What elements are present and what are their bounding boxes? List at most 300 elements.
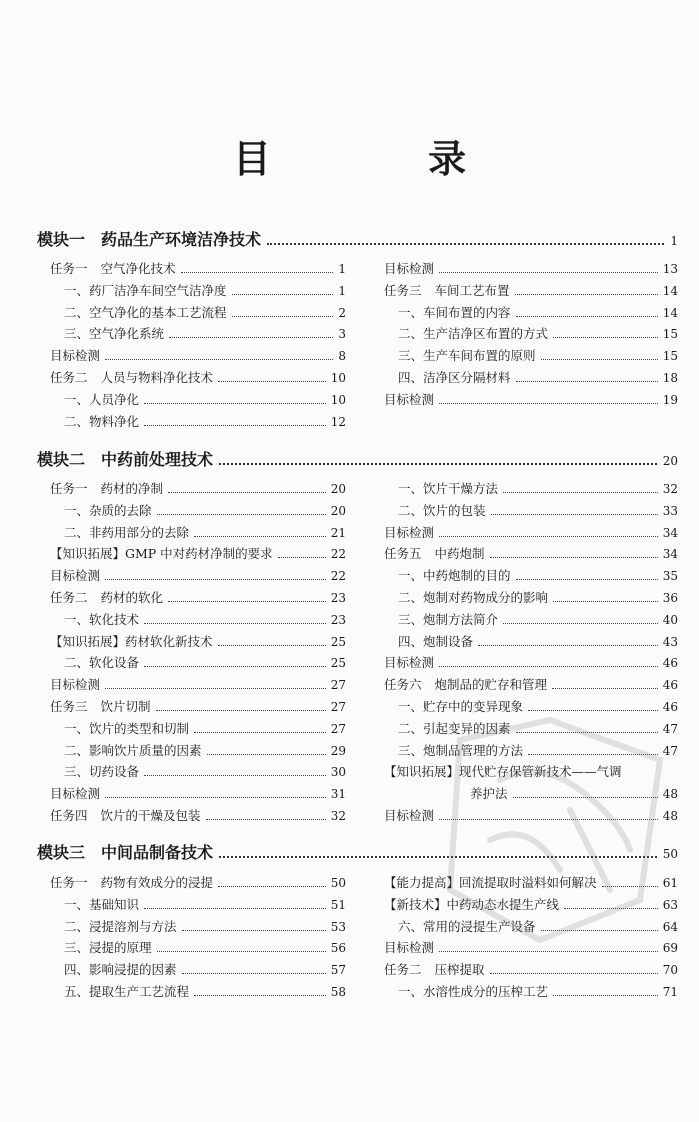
page-number: 15 [662,327,678,342]
toc-entry[interactable] [50,478,346,500]
page-number: 64 [662,919,678,934]
toc-entry-text [64,652,139,674]
toc-entry[interactable] [384,981,678,1003]
toc-entry[interactable] [384,302,678,324]
toc-entry-title: 中药炮制 [434,546,485,562]
toc-column-left [50,258,346,432]
toc-entry-text [64,916,177,938]
toc-entry-text [50,543,273,565]
page-number: 14 [662,305,678,320]
toc-entry-text [398,609,498,631]
leader-dots [156,710,326,711]
toc-entry[interactable] [50,543,346,565]
leader-dots [218,645,326,646]
leader-dots [157,514,326,515]
leader-dots [105,359,333,360]
module-heading[interactable] [37,447,678,470]
toc-entry[interactable] [50,696,346,718]
toc-entry[interactable] [50,345,346,367]
toc-entry[interactable] [50,522,346,544]
toc-entry-prefix: 任务三 [50,698,88,714]
toc-entry-title: 二、物料净化 [64,413,140,429]
toc-entry[interactable] [384,609,678,631]
leader-dots [515,294,658,295]
page-number: 22 [330,569,346,584]
leader-dots [553,601,658,602]
toc-entry-text [50,696,151,718]
toc-entry-text [50,565,100,587]
toc-entry-title: 养护法 [470,786,508,802]
page-number: 40 [662,612,678,627]
page-number: 58 [330,984,346,999]
leader-dots [490,973,658,974]
page-number: 56 [330,941,346,956]
module-name: 中间品制备技术 [101,843,214,862]
toc-entry-title: 空气净化技术 [100,261,176,276]
toc-entry-title: 一、人员净化 [64,391,140,407]
toc-entry-prefix: 【能力提高】 [384,875,460,890]
toc-entry[interactable] [50,740,346,762]
toc-entry[interactable] [384,543,678,565]
toc-entry-text [64,280,227,302]
toc-entry-text [50,674,100,696]
leader-dots [541,359,658,360]
page-number: 50 [662,847,678,861]
toc-entry-text [50,872,213,894]
toc-entry-title: 目标检测 [50,786,101,802]
module-heading[interactable] [37,227,678,250]
page-number: 31 [330,787,346,802]
toc-entry-title: 现代贮存保管新技术——气调 [459,764,622,780]
toc-entry-title: 药物有效成分的浸提 [100,875,214,890]
toc-entry-prefix: 任务二 [50,369,88,385]
toc-entry-prefix: 任务一 [50,481,88,496]
toc-entry-title: 四、影响浸提的因素 [64,962,177,978]
leader-dots [439,536,658,537]
toc-entry-text [384,258,434,280]
toc-entry-title: 回流提取时溢料如何解决 [459,875,597,890]
toc-entry-title: 一、基础知识 [64,896,140,912]
toc-entry-text [398,478,498,500]
toc-entry-prefix: 【新技术】 [384,896,447,912]
page-number: 18 [662,370,678,385]
page-number: 48 [662,808,678,823]
toc-entry-title: GMP 中对药材净制的要求 [125,546,273,562]
toc-entry[interactable] [384,587,678,609]
leader-dots [144,623,326,624]
page-number: 20 [330,503,346,518]
toc-entry-title: 车间工艺布置 [434,282,510,298]
toc-column-left [50,872,346,1003]
toc-entry-prefix: 【知识拓展】 [384,764,460,780]
toc-entry-title: 一、药厂洁净车间空气洁净度 [64,282,227,298]
toc-entry-title: 人员与物料净化技术 [100,369,214,385]
toc-entry-text [384,652,434,674]
page-number: 47 [662,721,678,736]
toc-entry-title: 药材的净制 [100,481,164,496]
toc-entry[interactable] [50,761,346,783]
toc-entry-text [398,345,536,367]
toc-entry-text [50,587,163,609]
toc-entry-prefix: 任务四 [50,807,88,823]
toc-entry-title: 一、饮片的类型和切制 [64,720,190,736]
toc-entry-text [64,959,177,981]
page-number: 8 [338,349,346,364]
module-name: 中药前处理技术 [101,450,214,469]
toc-entry[interactable] [50,894,346,916]
leader-dots [516,579,658,580]
page-number: 70 [662,963,678,978]
leader-dots [206,819,326,820]
toc-entry-title: 目标检测 [384,940,435,956]
toc-entry-prefix: 任务六 [384,677,422,693]
toc-entry-text [64,411,139,433]
leader-dots [552,688,658,689]
page-number: 14 [662,283,678,298]
page-number: 20 [330,482,346,496]
toc-entry[interactable] [50,959,346,981]
leader-dots [207,754,326,755]
leader-dots [278,557,326,558]
page-number: 27 [330,699,346,714]
toc-entry[interactable] [50,916,346,938]
toc-entry-title: 二、非药用部分的去除 [64,524,190,540]
page-number: 53 [330,919,346,934]
toc-entry[interactable] [384,280,678,302]
toc-entry[interactable] [50,937,346,959]
toc-entry-text [398,631,473,653]
toc-entry-title: 四、炮制设备 [398,633,474,649]
toc-entry-text [50,367,213,389]
page-number: 48 [662,787,678,802]
toc-entry-text [64,981,189,1003]
page-number: 22 [330,547,346,562]
leader-dots [439,272,658,273]
toc-entry-text [64,389,139,411]
toc-entry[interactable] [50,302,346,324]
toc-entry-title: 二、炮制对药物成分的影响 [398,589,549,605]
toc-entry-title: 一、贮存中的变异现象 [398,698,524,714]
leader-dots [267,243,664,245]
page-number: 12 [330,414,346,429]
toc-entry-text [398,323,548,345]
toc-entry-prefix: 任务二 [50,589,88,605]
toc-entry-title: 二、软化设备 [64,655,140,671]
toc-entry-text [64,302,227,324]
page-number: 23 [330,590,346,605]
toc-entry-title: 炮制品的贮存和管理 [434,677,548,693]
toc-entry[interactable] [384,959,678,981]
leader-dots [144,908,326,909]
module-label: 模块三 [37,843,86,862]
page-number: 10 [330,370,346,385]
toc-entry-prefix: 【知识拓展】 [50,546,126,562]
toc-entry-text [64,522,189,544]
toc-entry-title: 目标检测 [50,568,101,584]
toc-entry-title: 三、空气净化系统 [64,326,165,342]
page-number: 57 [330,963,346,978]
toc-column-left [50,478,346,827]
leader-dots [219,463,657,465]
toc-entry-title: 一、水溶性成分的压榨工艺 [398,983,549,999]
toc-entry[interactable] [384,522,678,544]
page-number: 29 [330,743,346,758]
toc-entry-prefix: 任务一 [50,261,88,276]
toc-entry-title: 药材软化新技术 [125,633,213,649]
toc-entry-text [398,981,548,1003]
page-number: 63 [662,897,678,912]
page-number: 10 [330,392,346,407]
toc-entry-title: 目标检测 [384,655,435,671]
page-number: 69 [662,941,678,956]
page-number: 51 [330,897,346,912]
toc-column-right [384,258,678,411]
toc-entry[interactable] [50,631,346,653]
toc-entry-title: 二、生产洁净区布置的方式 [398,326,549,342]
toc-entry[interactable] [384,345,678,367]
toc-entry-title: 三、炮制方法简介 [398,611,499,627]
toc-entry[interactable] [50,783,346,805]
toc-entry-text [64,894,139,916]
toc-entry[interactable] [50,718,346,740]
toc-entry-prefix: 任务五 [384,546,422,562]
toc-entry-title: 目标检测 [384,524,435,540]
page-number: 46 [662,699,678,714]
toc-entry-text [50,805,201,827]
toc-entry[interactable] [50,323,346,345]
leader-dots [105,688,326,689]
leader-dots [144,425,326,426]
toc-entry-prefix: 任务一 [50,875,88,890]
page-number: 43 [662,634,678,649]
toc-entry-title: 六、常用的浸提生产设备 [398,918,536,934]
leader-dots [168,601,326,602]
toc-entry-prefix: 任务三 [384,282,422,298]
leader-dots [194,995,326,996]
toc-entry-text [64,323,164,345]
page-number: 1 [670,234,678,248]
page-number: 46 [662,656,678,671]
toc-entry-text [398,587,548,609]
toc-entry-title: 中药动态水提生产线 [446,896,560,912]
toc-entry-title: 饮片切制 [100,698,151,714]
leader-dots [218,886,326,887]
page-number: 25 [330,634,346,649]
toc-entry[interactable] [384,652,678,674]
page-number: 19 [662,392,678,407]
toc-entry[interactable] [50,565,346,587]
leader-dots [169,337,333,338]
toc-entry[interactable] [384,565,678,587]
page-number: 30 [330,765,346,780]
page-number: 25 [330,656,346,671]
page-number: 1 [338,262,346,276]
leader-dots [144,403,326,404]
leader-dots [105,579,326,580]
leader-dots [232,316,334,317]
page-number: 36 [662,590,678,605]
page-number: 27 [330,678,346,693]
toc-entry-title: 三、浸提的原理 [64,940,152,956]
toc-entry-text [398,367,511,389]
page-number: 15 [662,349,678,364]
toc-entry-title: 一、中药炮制的目的 [398,568,511,584]
toc-entry[interactable] [50,500,346,522]
toc-entry-title: 三、切药设备 [64,764,140,780]
toc-entry[interactable] [50,805,346,827]
leader-dots [503,492,658,493]
toc-entry-prefix: 【知识拓展】 [50,633,126,649]
toc-entry-title: 目标检测 [50,348,101,364]
toc-entry-text [384,543,485,565]
toc-entry-text [64,761,139,783]
toc-entry[interactable] [384,631,678,653]
leader-dots [181,272,334,273]
leader-dots [105,797,326,798]
page-number: 1 [338,283,346,298]
leader-dots [439,666,658,667]
toc-entry[interactable] [384,367,678,389]
toc-entry-title: 四、洁净区分隔材料 [398,369,511,385]
toc-entry-text [50,258,176,280]
toc-entry-text [64,937,152,959]
page-number: 50 [330,876,346,890]
page-number: 34 [662,525,678,540]
toc-entry-title: 二、引起变异的因素 [398,720,511,736]
page-number: 61 [662,876,678,890]
toc-entry-text [64,609,139,631]
page-number: 27 [330,721,346,736]
leader-dots [553,337,658,338]
toc-entry-text [398,565,511,587]
page-number: 23 [330,612,346,627]
leader-dots [478,645,658,646]
leader-dots [490,557,658,558]
toc-entry-title: 一、软化技术 [64,611,140,627]
toc-entry-title: 药材的软化 [100,589,164,605]
toc-entry[interactable] [50,389,346,411]
library-stamp-watermark [430,700,680,960]
toc-entry-text [50,783,100,805]
page-number: 46 [662,678,678,693]
toc-entry-text [50,345,100,367]
leader-dots [194,536,326,537]
toc-entry-title: 目标检测 [384,391,435,407]
leader-dots [182,930,326,931]
toc-entry-text [384,280,510,302]
toc-entry-title: 一、饮片干燥方法 [398,481,499,496]
toc-entry-text [64,740,202,762]
page-number: 71 [662,984,678,999]
toc-entry-title: 一、杂质的去除 [64,502,152,518]
toc-entry[interactable] [384,323,678,345]
page-number: 13 [662,262,678,276]
page-number: 21 [330,525,346,540]
toc-entry-text [50,478,163,500]
toc-entry-title: 二、浸提溶剂与方法 [64,918,177,934]
toc-entry-title: 三、生产车间布置的原则 [398,348,536,364]
leader-dots [553,995,658,996]
leader-dots [516,316,658,317]
toc-entry[interactable] [50,280,346,302]
page-title: 目 录 [232,137,539,181]
page-number: 35 [662,569,678,584]
leader-dots [439,403,658,404]
toc-entry[interactable] [50,674,346,696]
toc-entry[interactable] [50,411,346,433]
leader-dots [218,381,326,382]
toc-entry-text [398,302,511,324]
toc-entry-title: 三、炮制品管理的方法 [398,742,524,758]
leader-dots [516,381,658,382]
leader-dots [168,492,326,493]
toc-entry-text [398,500,486,522]
page-number: 32 [662,482,678,496]
toc-entry[interactable] [50,872,346,894]
leader-dots [491,514,658,515]
module-name: 药品生产环境洁净技术 [101,230,262,249]
page-number: 3 [338,327,346,342]
toc-entry[interactable] [384,674,678,696]
toc-entry-title: 目标检测 [50,677,101,693]
toc-entry-text [64,500,152,522]
toc-entry-title: 一、车间布置的内容 [398,304,511,320]
toc-entry[interactable] [384,389,678,411]
toc-entry-title: 二、影响饮片质量的因素 [64,742,202,758]
leader-dots [144,666,326,667]
page-number: 47 [662,743,678,758]
toc-entry-text [384,959,485,981]
toc-entry-text [64,718,189,740]
toc-entry-text [50,631,213,653]
module-label: 模块一 [37,230,86,249]
leader-dots [157,951,326,952]
toc-entry-text [384,805,434,827]
toc-entry[interactable] [384,478,678,500]
leader-dots [194,732,326,733]
leader-dots [182,973,326,974]
toc-entry-title: 目标检测 [384,261,435,276]
toc-entry-title: 压榨提取 [434,962,485,978]
toc-entry-text [384,674,547,696]
toc-entry[interactable] [50,258,346,280]
leader-dots [144,775,326,776]
toc-entry-text [384,937,434,959]
page-number: 20 [662,454,678,468]
leader-dots [503,623,658,624]
page-number: 34 [662,547,678,562]
toc-entry-title: 二、空气净化的基本工艺流程 [64,304,227,320]
toc-entry[interactable] [50,367,346,389]
toc-entry[interactable] [384,258,678,280]
leader-dots [232,294,334,295]
toc-entry[interactable] [50,587,346,609]
toc-entry-text [384,522,434,544]
toc-entry-text [384,389,434,411]
toc-entry-title: 五、提取生产工艺流程 [64,983,190,999]
toc-entry-title: 目标检测 [384,807,435,823]
page-number: 2 [338,305,346,320]
page-number: 33 [662,503,678,518]
module-label: 模块二 [37,450,86,469]
toc-entry-prefix: 任务二 [384,962,422,978]
toc-entry[interactable] [50,981,346,1003]
page-number: 32 [330,808,346,823]
toc-entry[interactable] [50,609,346,631]
toc-entry-title: 二、饮片的包装 [398,502,486,518]
toc-entry[interactable] [50,652,346,674]
toc-entry[interactable] [384,500,678,522]
